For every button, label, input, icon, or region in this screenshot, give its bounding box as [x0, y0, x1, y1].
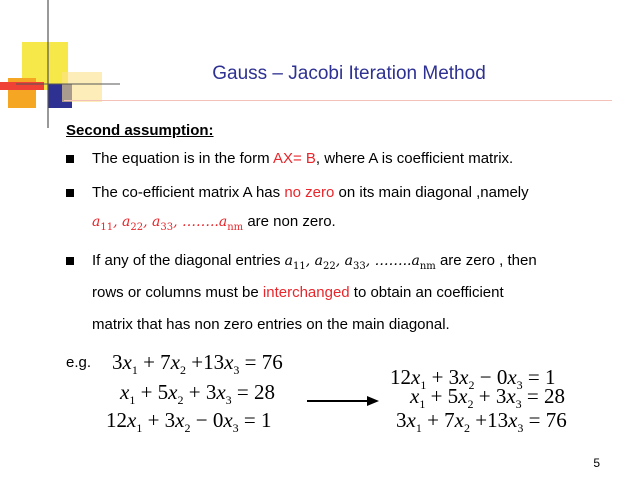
title-divider — [64, 100, 612, 101]
diagonal-entries-math: $a_{11}$, $a_{22}$, $a_{33}$, $\dots\dots..a_{nm}$ — [92, 214, 244, 233]
bullet-1 — [92, 150, 513, 168]
bullet-marker — [66, 257, 74, 265]
right-equation-1: $12x_1 + 3x_2 - 0x_3 = 1$ — [390, 365, 556, 393]
bullet-1-text: The equation is in the form — [92, 150, 273, 167]
right-arrow-icon — [307, 395, 379, 407]
bullet-2 — [92, 184, 529, 202]
bullet-3-line-2 — [92, 284, 504, 302]
bullet-2-text-end: on its main diagonal ,namely — [334, 184, 529, 201]
right-equation-2: $x_1 + 5x_2 + 3x_3 = 28$ — [410, 384, 566, 412]
bullet-2-text: The co-efficient matrix A has — [92, 184, 285, 201]
bullet-marker — [66, 189, 74, 197]
page-number: 5 — [593, 456, 600, 470]
slide-title: Gauss – Jacobi Iteration Method — [212, 63, 486, 84]
left-equation-1: $3x_1 + 7x_2 +13x_3 = 76$ — [112, 350, 283, 378]
right-equation-3: $3x_1 + 7x_2 +13x_3 = 76$ — [396, 408, 567, 436]
bullet-3-line-2-end: to obtain an coefficient — [349, 284, 504, 301]
bullet-2-continued — [92, 213, 336, 237]
example-label: e.g. — [66, 354, 92, 371]
bullet-3-line-2-text: rows or columns must be — [92, 284, 263, 301]
bullet-3-text: If any of the diagonal entries — [92, 252, 285, 269]
bullet-2-highlight: no zero — [284, 184, 335, 201]
bullet-3 — [92, 252, 537, 276]
bullet-1-text-end: , where A is coefficient matrix. — [315, 150, 514, 167]
section-heading: Second assumption: — [66, 122, 214, 139]
left-equation-2: $x_1 + 5x_2 + 3x_3 = 28$ — [120, 380, 276, 408]
bullet-1-highlight: AX= B — [272, 150, 316, 167]
bullet-3-text-end: are zero , then — [435, 252, 537, 269]
bullet-3-line-3: matrix that has non zero entries on the main diagonal. — [92, 316, 450, 333]
bullet-3-highlight: interchanged — [262, 284, 350, 301]
diagonal-entries-math: $a_{11}$, $a_{22}$, $a_{33}$, $\dots\dots..a_{nm}$ — [284, 253, 436, 272]
bullet-2-tail: are non zero. — [243, 213, 336, 230]
left-equation-3: $12x_1 + 3x_2 - 0x_3 = 1$ — [106, 408, 272, 436]
bullet-marker — [66, 155, 74, 163]
